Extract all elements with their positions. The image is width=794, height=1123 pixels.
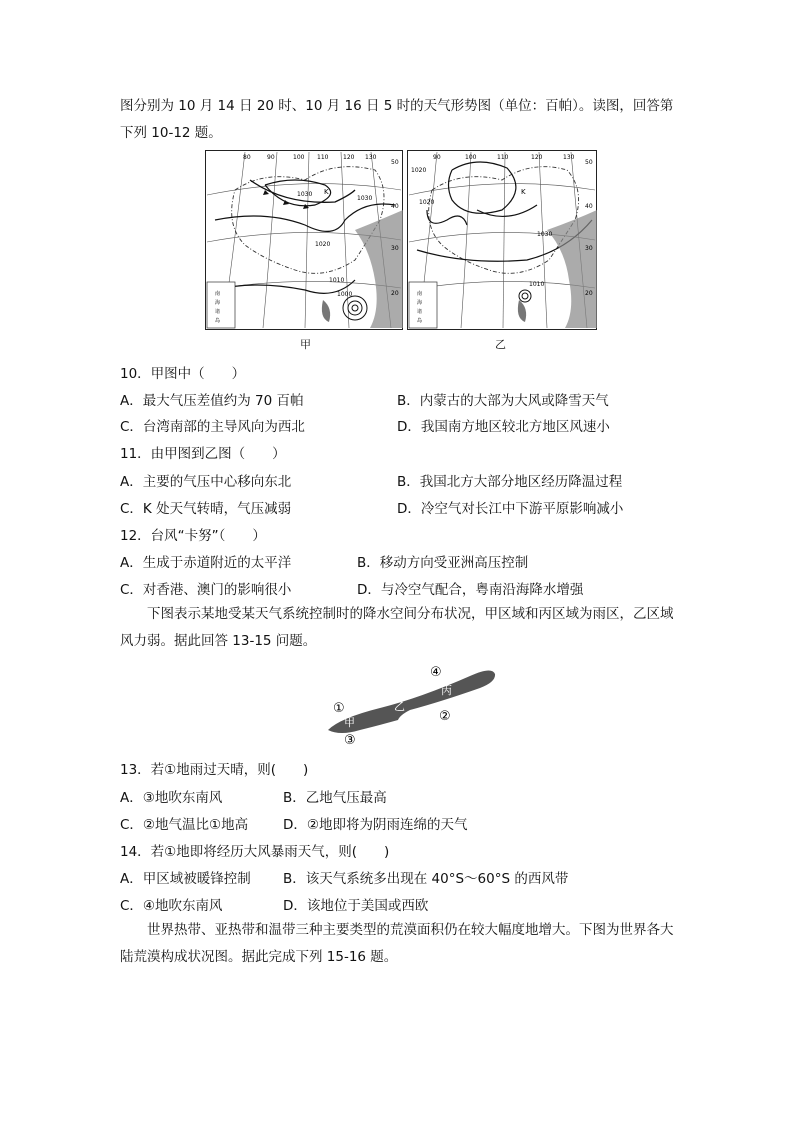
q11-option-d: D．冷空气对长江中下游平原影响减小 [397,501,624,517]
q10-stem: 10．甲图中（ ） [120,366,246,382]
q13-option-c: C．②地气温比①地高 [120,817,249,833]
lat-label: 20 [391,290,399,297]
isobar-label: 1010 [329,277,345,284]
inset-label: 诸 [215,309,221,315]
lat-label: 30 [391,245,399,252]
k-marker: K [521,188,526,196]
q13-stem: 13．若①地雨过天晴，则( ) [120,762,309,778]
q12-option-c: C．对香港、澳门的影响很小 [120,582,292,598]
lon-label: 100 [293,154,305,161]
point-1-label: ① [333,701,345,716]
inset-label: 诸 [417,309,423,315]
lon-label: 130 [365,154,377,161]
lat-label: 50 [391,159,399,166]
map-caption-jia: 甲 [300,338,311,351]
q12-option-a: A．生成于赤道附近的太平洋 [120,555,292,571]
intro-2-text: 下图表示某地受某天气系统控制时的降水空间分布状况，甲区域和丙区域为雨区，乙区域风力弱。据此回答 13-15 问题。 [120,606,674,649]
lon-label: 110 [317,154,329,161]
q10-option-d: D．我国南方地区较北方地区风速小 [397,419,610,435]
lon-label: 130 [563,154,575,161]
q10-option-a: A．最大气压差值约为 70 百帕 [120,393,304,409]
intro-line-2: 下列 10-12 题。 [120,125,222,141]
q11-stem: 11．由甲图到乙图（ ） [120,446,286,462]
q14-option-b: B．该天气系统多出现在 40°S～60°S 的西风带 [283,871,569,887]
lat-label: 40 [391,203,399,210]
inset-label: 岛 [215,318,221,324]
q14-option-a: A．甲区域被暖锋控制 [120,871,251,887]
q11-option-c: C．K 处天气转晴，气压减弱 [120,501,292,517]
inset-label: 南 [215,291,221,297]
lon-label: 120 [531,154,543,161]
isobar-label: 1020 [419,199,435,206]
region-bing-label: 丙 [441,684,452,697]
q13-option-a: A．③地吹东南风 [120,790,223,806]
isobar-label: 1020 [411,167,427,174]
weather-map-jia [205,150,403,330]
q14-option-d: D．该地位于美国或西欧 [283,898,429,914]
point-4-label: ④ [430,665,442,680]
isobar-label: 1030 [357,195,373,202]
lon-label: 90 [267,154,275,161]
lon-label: 110 [497,154,509,161]
q13-option-d: D．②地即将为阴雨连绵的天气 [283,817,468,833]
region-yi-label: 乙 [394,700,405,713]
isobar-label: 1030 [297,191,313,198]
intro-paragraph-3 [120,917,675,971]
lon-label: 100 [465,154,477,161]
q12-stem: 12．台风“卡努”（ ） [120,528,266,544]
inset-label: 南 [417,291,423,297]
lat-label: 50 [585,159,593,166]
inset-label: 岛 [417,318,423,324]
point-2-label: ② [439,709,451,724]
lat-label: 20 [585,290,593,297]
isobar-label: 1030 [537,231,553,238]
map-caption-yi: 乙 [495,338,506,351]
intro-line-1: 图分别为 10 月 14 日 20 时、10 月 16 日 5 时的天气形势图（单位：百帕）。读图，回答第 [120,98,674,114]
intro-3-text: 世界热带、亚热带和温带三种主要类型的荒漠面积仍在较大幅度地增大。下图为世界各大陆荒漠构成状况图。据此完成下列 15-16 题。 [120,922,674,965]
inset-label: 海 [215,300,221,306]
isobar-label: 1020 [315,241,331,248]
q12-option-b: B．移动方向受亚洲高压控制 [357,555,529,571]
q14-option-c: C．④地吹东南风 [120,898,223,914]
isobar-label: 1000 [337,291,353,298]
q11-option-a: A．主要的气压中心移向东北 [120,474,292,490]
k-marker: K [324,188,329,196]
lon-label: 120 [343,154,355,161]
lat-label: 40 [585,203,593,210]
intro-paragraph-2 [120,601,675,655]
region-jia-label: 甲 [344,716,355,729]
point-3-label: ③ [344,733,356,745]
inset-label: 海 [417,300,423,306]
q13-option-b: B．乙地气压最高 [283,790,387,806]
q10-option-b: B．内蒙古的大部为大风或降雪天气 [397,393,609,409]
lon-label: 90 [433,154,441,161]
isobar-label: 1010 [529,281,545,288]
lat-label: 30 [585,245,593,252]
precipitation-band-figure [320,660,500,745]
q14-stem: 14．若①地即将经历大风暴雨天气，则( ) [120,844,390,860]
lon-label: 80 [243,154,251,161]
q11-option-b: B．我国北方大部分地区经历降温过程 [397,474,623,490]
q12-option-d: D．与冷空气配合，粤南沿海降水增强 [357,582,584,598]
weather-map-yi [407,150,597,330]
q10-option-c: C．台湾南部的主导风向为西北 [120,419,305,435]
